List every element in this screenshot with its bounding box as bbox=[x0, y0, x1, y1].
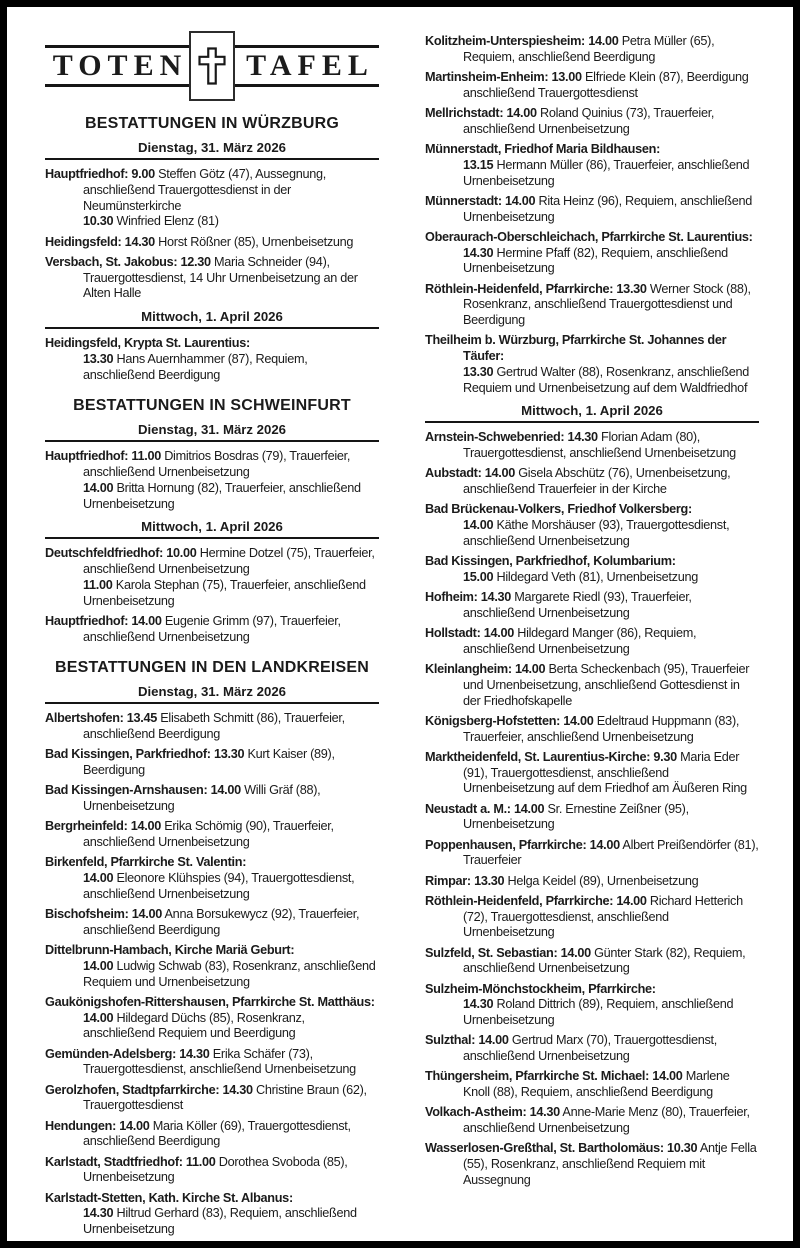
entry-details: Werner Stock (88), Rosenkranz, anschließend Trauergottesdienst und Beerdigung bbox=[463, 281, 751, 327]
entry-details: Steffen Götz (47), Aussegnung, anschließend Trauergottesdienst in der Neumünsterkirche bbox=[83, 167, 326, 213]
section-title: BESTATTUNGEN IN DEN LANDKREISEN bbox=[54, 659, 370, 677]
entry-location-time: Gerolzhofen, Stadtpfarrkirche: 14.30 bbox=[45, 1082, 253, 1097]
entry-details: Elfriede Klein (87), Beerdigung anschließend Trauergottesdienst bbox=[463, 70, 749, 100]
funeral-entry bbox=[425, 662, 759, 709]
entry-details: Gisela Abschütz (76), Urnenbeisetzung, anschließend Trauerfeier in der Kirche bbox=[463, 466, 731, 496]
logo-right-segment bbox=[235, 45, 379, 87]
funeral-entry bbox=[425, 70, 759, 102]
entry-details: Berta Scheckenbach (95), Trauerfeier und Urnenbeisetzung, anschließend Gottesdienst in der Friedhofskapelle bbox=[463, 662, 750, 708]
funeral-entry bbox=[45, 336, 379, 383]
entry-details: Maria Köller (69), Trauergottesdienst, anschließend Beerdigung bbox=[83, 1118, 351, 1149]
entry-location-time: Bad Kissingen-Arnshausen: 14.00 bbox=[45, 783, 241, 798]
funeral-entry bbox=[425, 894, 759, 941]
entry-location-time: Heidingsfeld: 14.30 bbox=[45, 234, 155, 249]
funeral-entry bbox=[45, 819, 379, 851]
funeral-entry bbox=[425, 282, 759, 329]
entry-details: Günter Stark (82), Requiem, anschließend Urnenbeisetzung bbox=[463, 945, 746, 976]
entry-details: Maria Eder (91), Trauergottesdienst, anschließend Urnenbeisetzung auf dem Friedhof am Äußeren Ring bbox=[463, 749, 747, 796]
entry-details: Florian Adam (80), Trauergottesdienst, anschließend Urnenbeisetzung bbox=[463, 430, 736, 460]
entry-location-time: Thüngersheim, Pfarrkirche St. Michael: 14.00 bbox=[425, 1069, 683, 1084]
date-header: Mittwoch, 1. April 2026 bbox=[141, 519, 283, 535]
funeral-entry bbox=[425, 194, 759, 226]
date-header: Dienstag, 31. März 2026 bbox=[137, 422, 287, 438]
entry-details: Anna Borsukewycz (92), Trauerfeier, anschließend Beerdigung bbox=[83, 907, 360, 937]
funeral-entry bbox=[425, 106, 759, 138]
entry-location-time: Albertshofen: 13.45 bbox=[45, 711, 158, 726]
funeral-entry bbox=[45, 614, 379, 646]
entry-location-time: Hauptfriedhof: 14.00 bbox=[45, 613, 162, 628]
entry-details: Christine Braun (62), Trauergottesdienst bbox=[83, 1082, 367, 1113]
entry-details: Erika Schömig (90), Trauerfeier, anschließend Urnenbeisetzung bbox=[83, 819, 334, 849]
entry-details: Eleonore Klühspies (94), Trauergottesdienst, anschließend Urnenbeisetzung bbox=[83, 871, 355, 901]
funeral-entry bbox=[425, 714, 759, 746]
entry-location-time: Hauptfriedhof: 9.00 bbox=[45, 167, 155, 181]
totentafel-logo bbox=[45, 31, 379, 101]
entry-details: Anne-Marie Menz (80), Trauerfeier, anschließend Urnenbeisetzung bbox=[463, 1105, 750, 1135]
funeral-entry bbox=[425, 1069, 759, 1101]
entry-location-time: Bergrheinfeld: 14.00 bbox=[45, 819, 161, 834]
funeral-entry bbox=[45, 235, 379, 251]
entry-details: Gertrud Marx (70), Trauergottesdienst, anschließend Urnenbeisetzung bbox=[463, 1033, 717, 1063]
date-header: Mittwoch, 1. April 2026 bbox=[141, 309, 283, 324]
funeral-entry bbox=[45, 1191, 379, 1238]
date-rule bbox=[45, 537, 379, 539]
entry-details: Richard Hetterich (72), Trauergottesdienst, anschließend Urnenbeisetzung bbox=[463, 893, 743, 940]
entry-details: Sr. Ernestine Zeißner (95), Urnenbeisetzung bbox=[463, 801, 689, 832]
entry-details: Roland Quinius (73), Trauerfeier, anschließend Urnenbeisetzung bbox=[463, 106, 715, 136]
entry-details: Britta Hornung (82), Trauerfeier, anschließend Urnenbeisetzung bbox=[83, 480, 361, 511]
entry-details: Willi Gräf (88), Urnenbeisetzung bbox=[83, 783, 321, 813]
entry-details: Edeltraud Huppmann (83), Trauerfeier, anschließend Urnenbeisetzung bbox=[463, 713, 740, 744]
funeral-entry bbox=[45, 1083, 379, 1115]
section-title: BESTATTUNGEN IN SCHWEINFURT bbox=[73, 397, 351, 415]
date-header: Mittwoch, 1. April 2026 bbox=[521, 403, 663, 419]
entry-location-time: Bad Kissingen, Parkfriedhof, Kolumbarium: bbox=[425, 554, 676, 568]
funeral-entry bbox=[45, 747, 379, 779]
entry-location-time: 14.00 bbox=[83, 1010, 114, 1025]
funeral-entry bbox=[425, 230, 759, 277]
right-column bbox=[425, 29, 759, 1233]
left-column bbox=[45, 29, 379, 1236]
funeral-entry bbox=[45, 855, 379, 902]
entry-location-time: Poppenhausen, Pfarrkirche: 14.00 bbox=[425, 837, 620, 852]
entry-location-time: Kolitzheim-Unterspiesheim: 14.00 bbox=[425, 34, 619, 48]
logo-word-toten: TOTEN bbox=[52, 49, 188, 82]
entry-details: Maria Schneider (94), Trauergottesdienst, 14 Uhr Urnenbeisetzung an der Alten Halle bbox=[83, 254, 358, 301]
entry-location-time: 14.30 bbox=[463, 245, 494, 260]
entry-details: Hermine Dotzel (75), Trauerfeier, anschließend Urnenbeisetzung bbox=[83, 546, 375, 576]
date-rule bbox=[45, 702, 379, 704]
entry-details: Rita Heinz (96), Requiem, anschließend Urnenbeisetzung bbox=[463, 193, 753, 224]
entry-location-time: 13.30 bbox=[463, 364, 494, 379]
entry-location-time: Karlstadt-Stetten, Kath. Kirche St. Albanus: bbox=[45, 1190, 293, 1205]
entry-location-time: Neustadt a. M.: 14.00 bbox=[425, 801, 545, 816]
funeral-entry bbox=[45, 995, 379, 1042]
entry-location-time: Karlstadt, Stadtfriedhof: 11.00 bbox=[45, 1154, 216, 1169]
entry-details: Hildegard Manger (86), Requiem, anschließend Urnenbeisetzung bbox=[463, 626, 697, 656]
entry-location-time: Münnerstadt, Friedhof Maria Bildhausen: bbox=[425, 142, 661, 156]
entry-location-time: Aubstadt: 14.00 bbox=[425, 466, 515, 481]
entry-details: Gertrud Walter (88), Rosenkranz, anschließend Requiem und Urnenbeisetzung auf dem Waldfriedhof bbox=[463, 364, 750, 395]
funeral-entry bbox=[425, 1033, 759, 1065]
entry-location-time: 14.00 bbox=[83, 958, 114, 973]
entry-location-time: Röthlein-Heidenfeld, Pfarrkirche: 13.30 bbox=[425, 281, 647, 296]
entry-location-time: 14.00 bbox=[463, 518, 494, 532]
funeral-entry bbox=[425, 333, 759, 396]
entry-location-time: Hendungen: 14.00 bbox=[45, 1118, 150, 1133]
funeral-entry bbox=[425, 838, 759, 870]
entry-location-time: Gemünden-Adelsberg: 14.30 bbox=[45, 1046, 210, 1061]
funeral-entry bbox=[45, 943, 379, 990]
entry-location-time: Volkach-Astheim: 14.30 bbox=[425, 1105, 560, 1120]
entry-details: Erika Schäfer (73), Trauergottesdienst, anschließend Urnenbeisetzung bbox=[83, 1046, 356, 1077]
entry-location-time: 14.30 bbox=[83, 1206, 114, 1221]
entry-details: Kurt Kaiser (89), Beerdigung bbox=[83, 747, 335, 777]
funeral-entry bbox=[45, 711, 379, 743]
funeral-entry bbox=[45, 1119, 379, 1151]
funeral-entry bbox=[45, 167, 379, 230]
funeral-entry bbox=[425, 142, 759, 189]
entry-location-time: Arnstein-Schwebenried: 14.30 bbox=[425, 430, 598, 445]
entry-location-time: Röthlein-Heidenfeld, Pfarrkirche: 14.00 bbox=[425, 893, 647, 908]
entry-details: Dimitrios Bosdras (79), Trauerfeier, anschließend Urnenbeisetzung bbox=[83, 449, 351, 479]
entry-location-time: Mellrichstadt: 14.00 bbox=[425, 106, 537, 120]
entry-details: Käthe Morshäuser (93), Trauergottesdienst, anschließend Urnenbeisetzung bbox=[463, 518, 730, 548]
funeral-entry bbox=[45, 907, 379, 939]
date-rule bbox=[425, 421, 759, 423]
funeral-entry bbox=[425, 466, 759, 498]
date-header: Dienstag, 31. März 2026 bbox=[137, 140, 287, 155]
entry-details: Elisabeth Schmitt (86), Trauerfeier, anschließend Beerdigung bbox=[83, 711, 345, 741]
logo-left-segment bbox=[45, 45, 189, 87]
entry-details: Albert Preißendörfer (81), Trauerfeier bbox=[463, 837, 759, 868]
entry-location-time: Marktheidenfeld, St. Laurentius-Kirche: 9.30 bbox=[425, 749, 677, 764]
cross-icon bbox=[189, 31, 235, 101]
date-rule bbox=[45, 327, 379, 329]
entry-details: Helga Keidel (89), Urnenbeisetzung bbox=[504, 873, 699, 888]
entry-location-time: 14.00 bbox=[83, 480, 114, 495]
funeral-entry bbox=[425, 430, 759, 462]
funeral-entry bbox=[45, 1047, 379, 1079]
entry-location-time: Gaukönigshofen-Rittershausen, Pfarrkirche St. Matthäus: bbox=[45, 994, 375, 1009]
entry-location-time: Bad Kissingen, Parkfriedhof: 13.30 bbox=[45, 747, 245, 762]
funeral-entry bbox=[425, 1105, 759, 1137]
entry-details: Karola Stephan (75), Trauerfeier, anschließend Urnenbeisetzung bbox=[83, 577, 366, 608]
entry-location-time: Heidingsfeld, Krypta St. Laurentius: bbox=[45, 336, 250, 350]
entry-location-time: 11.00 bbox=[83, 577, 113, 592]
funeral-entry bbox=[45, 1155, 379, 1187]
entry-location-time: 14.30 bbox=[463, 997, 494, 1012]
entry-details: Margarete Riedl (93), Trauerfeier, anschließend Urnenbeisetzung bbox=[463, 590, 692, 620]
entry-location-time: Dittelbrunn-Hambach, Kirche Mariä Geburt: bbox=[45, 943, 295, 957]
entry-location-time: 13.15 bbox=[463, 157, 494, 172]
entry-details: Hildegard Veth (81), Urnenbeisetzung bbox=[493, 569, 698, 584]
funeral-entry bbox=[45, 546, 379, 609]
funeral-entry bbox=[425, 802, 759, 834]
funeral-entry bbox=[425, 34, 759, 66]
funeral-entry bbox=[425, 590, 759, 622]
entry-location-time: Sulzheim-Mönchstockheim, Pfarrkirche: bbox=[425, 981, 656, 996]
entry-location-time: Hauptfriedhof: 11.00 bbox=[45, 449, 161, 464]
entry-details: Horst Rößner (85), Urnenbeisetzung bbox=[154, 234, 354, 249]
entry-location-time: Kleinlangheim: 14.00 bbox=[425, 662, 546, 676]
funeral-entry bbox=[425, 554, 759, 586]
entry-location-time: Bischofsheim: 14.00 bbox=[45, 907, 162, 921]
funeral-entry bbox=[45, 449, 379, 512]
entry-details: Marlene Knoll (88), Requiem, anschließend Beerdigung bbox=[463, 1069, 730, 1099]
entry-details: Hermine Pfaff (82), Requiem, anschließend Urnenbeisetzung bbox=[463, 245, 728, 276]
entry-details: Hiltrud Gerhard (83), Requiem, anschließend Urnenbeisetzung bbox=[83, 1206, 357, 1236]
funeral-entry bbox=[425, 982, 759, 1029]
entry-location-time: 10.30 bbox=[83, 214, 114, 229]
entry-location-time: Wasserlosen-Greßthal, St. Bartholomäus: 10.30 bbox=[425, 1141, 698, 1156]
entry-location-time: 13.30 bbox=[83, 351, 114, 366]
funeral-entry bbox=[45, 255, 379, 302]
funeral-entry bbox=[425, 1141, 759, 1188]
entry-location-time: Birkenfeld, Pfarrkirche St. Valentin: bbox=[45, 855, 247, 870]
entry-location-time: Sulzfeld, St. Sebastian: 14.00 bbox=[425, 945, 591, 960]
entry-details: Hans Auernhammer (87), Requiem, anschließend Beerdigung bbox=[83, 351, 308, 382]
entry-details: Petra Müller (65), Requiem, anschließend Beerdigung bbox=[463, 34, 715, 64]
entry-location-time: 15.00 bbox=[463, 569, 494, 584]
entry-details: Winfried Elenz (81) bbox=[113, 214, 219, 229]
date-rule bbox=[45, 158, 379, 160]
entry-location-time: 14.00 bbox=[83, 871, 114, 885]
entry-details: Hermann Müller (86), Trauerfeier, anschließend Urnenbeisetzung bbox=[463, 157, 750, 188]
funeral-entry bbox=[45, 783, 379, 815]
entry-location-time: Hofheim: 14.30 bbox=[425, 590, 512, 604]
entry-details: Roland Dittrich (89), Requiem, anschließend Urnenbeisetzung bbox=[463, 997, 734, 1027]
entry-location-time: Deutschfeldfriedhof: 10.00 bbox=[45, 546, 197, 561]
funeral-entry bbox=[425, 750, 759, 797]
entry-location-time: Rimpar: 13.30 bbox=[425, 873, 505, 888]
entry-details: Hildegard Düchs (85), Rosenkranz, anschließend Requiem und Beerdigung bbox=[83, 1010, 305, 1041]
entry-location-time: Königsberg-Hofstetten: 14.00 bbox=[425, 713, 594, 728]
section-title: BESTATTUNGEN IN WÜRZBURG bbox=[85, 115, 339, 132]
entry-location-time: Oberaurach-Oberschleichach, Pfarrkirche St. Laurentius: bbox=[425, 229, 753, 244]
entry-details: Dorothea Svoboda (85), Urnenbeisetzung bbox=[83, 1154, 348, 1185]
date-header: Dienstag, 31. März 2026 bbox=[137, 684, 287, 700]
funeral-entry bbox=[425, 946, 759, 978]
entry-location-time: Bad Brückenau-Volkers, Friedhof Volkersberg: bbox=[425, 502, 692, 517]
entry-location-time: Hollstadt: 14.00 bbox=[425, 626, 514, 640]
funeral-entry bbox=[425, 874, 759, 890]
funeral-entry bbox=[425, 502, 759, 549]
entry-location-time: Martinsheim-Enheim: 13.00 bbox=[425, 70, 582, 84]
entry-location-time: Münnerstadt: 14.00 bbox=[425, 193, 536, 208]
entry-location-time: Theilheim b. Würzburg, Pfarrkirche St. Johannes der Täufer: bbox=[425, 333, 727, 363]
entry-details: Eugenie Grimm (97), Trauerfeier, anschließend Urnenbeisetzung bbox=[83, 613, 341, 644]
entry-details: Antje Fella (55), Rosenkranz, anschließend Requiem mit Aussegnung bbox=[463, 1141, 757, 1187]
date-rule bbox=[45, 440, 379, 442]
entry-location-time: Versbach, St. Jakobus: 12.30 bbox=[45, 254, 211, 269]
logo-word-tafel: TAFEL bbox=[246, 49, 374, 82]
entry-details: Ludwig Schwab (83), Rosenkranz, anschließend Requiem und Urnenbeisetzung bbox=[83, 958, 376, 989]
funeral-entry bbox=[425, 626, 759, 658]
entry-location-time: Sulzthal: 14.00 bbox=[425, 1033, 509, 1048]
